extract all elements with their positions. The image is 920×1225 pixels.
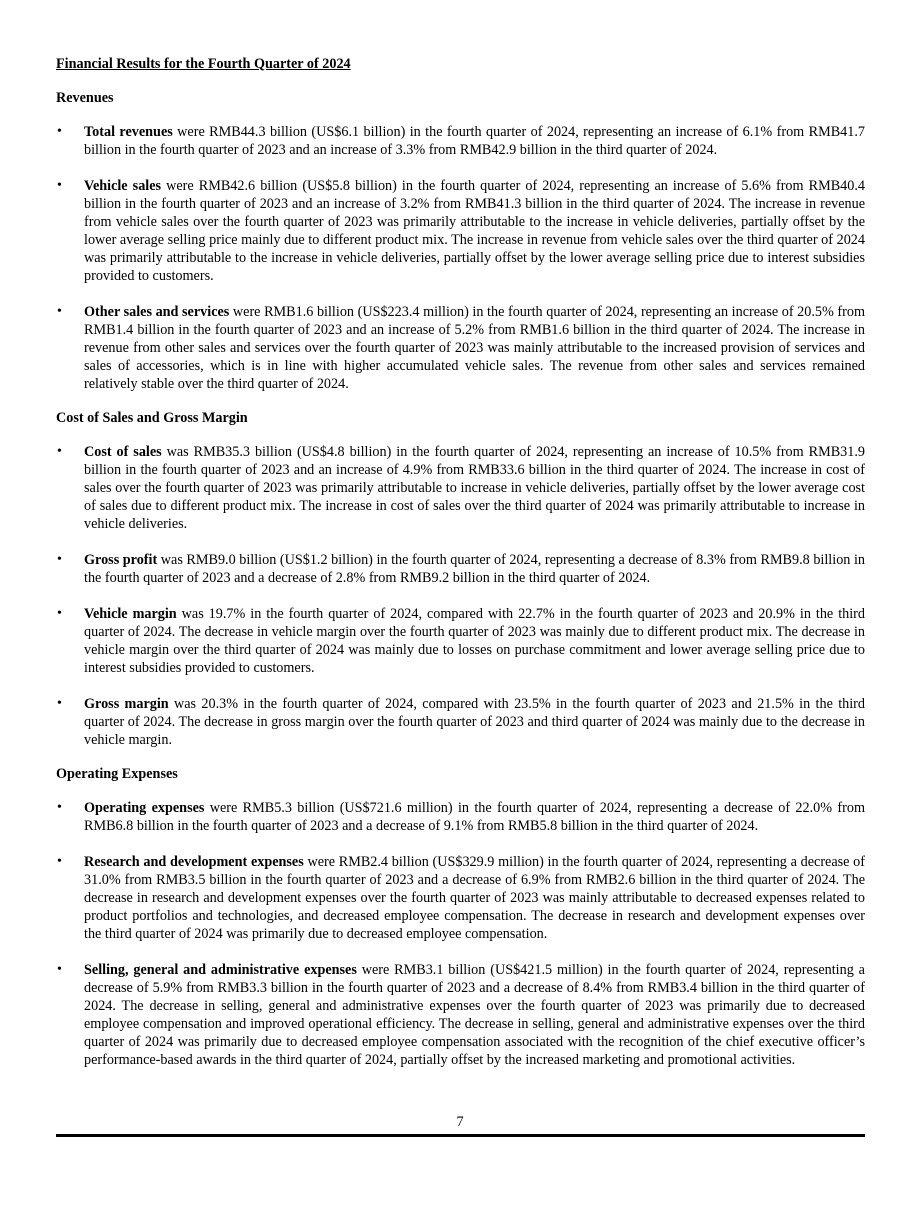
bullet-term: Operating expenses: [84, 800, 205, 816]
bullet-icon: •: [57, 854, 62, 869]
bullet-text: was RMB35.3 billion (US$4.8 billion) in the fourth quarter of 2024, representing an increase of 10.5% from RMB31.9 billion in the fourth quarter of 2023 and an increase of 4.9% from RMB33.6 billion in the third quarter of 2024. The increase in cost of sales over the fourth quarter of 2023 was primarily attributable to increase in vehicle deliveries, partially offset by the lower average cost of sales due to different product mix. The increase in cost of sales over the third quarter of 2024 was primarily attributable to increase in vehicle deliveries.: [84, 444, 865, 532]
bullet-text: were RMB42.6 billion (US$5.8 billion) in the fourth quarter of 2024, representing an increase of 5.6% from RMB40.4 billion in the fourth quarter of 2023 and an increase of 3.2% from RMB41.3 billion in the third quarter of 2024. The increase in revenue from vehicle sales over the fourth quarter of 2023 was primarily attributable to the increase in vehicle deliveries, partially offset by the lower average selling price mainly due to different product mix. The increase in revenue from vehicle sales over the third quarter of 2024 was primarily attributable to the increase in vehicle deliveries, partially offset by the lower average selling price due to interest subsidies provided to customers.: [84, 178, 866, 284]
bullet-text: were RMB2.4 billion (US$329.9 million) in the fourth quarter of 2024, representing a decrease of 31.0% from RMB3.5 billion in the fourth quarter of 2023 and a decrease of 6.9% from RMB2.6 billion in the third quarter of 2024. The decrease in research and development expenses over the fourth quarter of 2023 was mainly attributable to decreased expenses related to product portfolios and technologies, and decreased employee compensation. The decrease in research and development expenses over the third quarter of 2024 was primarily due to decreased employee compensation.: [84, 854, 865, 942]
list-item: [56, 799, 865, 835]
list-item: [56, 443, 865, 533]
footer-rule: [56, 1134, 865, 1137]
list-item: [56, 303, 865, 393]
list-item: [56, 961, 865, 1069]
bullet-term: Vehicle margin: [84, 606, 177, 622]
list-item: [56, 605, 865, 677]
bullet-icon: •: [57, 124, 62, 139]
bullet-term: Cost of sales: [84, 444, 162, 460]
bullet-term: Other sales and services: [84, 304, 230, 320]
bullet-text: was RMB9.0 billion (US$1.2 billion) in the fourth quarter of 2024, representing a decrease of 8.3% from RMB9.8 billion in the fourth quarter of 2023 and a decrease of 2.8% from RMB9.2 billion in the third quarter of 2024.: [84, 552, 865, 586]
bullet-text: was 19.7% in the fourth quarter of 2024, compared with 22.7% in the fourth quarter of 2023 and 20.9% in the third quarter of 2024. The decrease in vehicle margin over the fourth quarter of 2023 was mainly due to different product mix. The decrease in vehicle margin over the third quarter of 2024 was mainly due to losses on purchase commitment and lower average selling price due to interest subsidies provided to customers.: [84, 606, 865, 676]
bullet-text: were RMB3.1 billion (US$421.5 million) in the fourth quarter of 2024, representing a decrease of 5.9% from RMB3.3 billion in the fourth quarter of 2023 and a decrease of 8.4% from RMB3.4 billion in the third quarter of 2024. The decrease in selling, general and administrative expenses over the fourth quarter of 2023 was primarily due to decreased employee compensation and improved operational efficiency. The decrease in selling, general and administrative expenses over the third quarter of 2024 was primarily due to decreased employee compensation associated with the recognition of the chief executive officer’s performance-based awards in the third quarter of 2024, partially offset by the increased marketing and promotional activities.: [84, 962, 865, 1068]
section-heading-cost-of-sales: Cost of Sales and Gross Margin: [56, 410, 248, 426]
bullet-icon: •: [57, 800, 62, 815]
bullet-icon: •: [57, 178, 62, 193]
bullet-text: were RMB44.3 billion (US$6.1 billion) in the fourth quarter of 2024, representing an increase of 6.1% from RMB41.7 billion in the fourth quarter of 2023 and an increase of 3.3% from RMB42.9 billion in the third quarter of 2024.: [84, 124, 865, 158]
bullet-icon: •: [57, 552, 62, 567]
bullet-list-cost-of-sales: [56, 443, 865, 749]
bullet-list-revenues: [56, 123, 865, 393]
section-heading-revenues: Revenues: [56, 90, 114, 106]
bullet-list-operating-expenses: [56, 799, 865, 1069]
bullet-text: were RMB1.6 billion (US$223.4 million) in the fourth quarter of 2024, representing an increase of 20.5% from RMB1.4 billion in the fourth quarter of 2023 and an increase of 5.2% from RMB1.6 billion in the third quarter of 2024. The increase in revenue from other sales and services over the fourth quarter of 2023 was mainly attributable to the increased provision of services and sales of accessories, which is in line with higher accumulated vehicle sales. The revenue from other sales and services remained relatively stable over the third quarter of 2024.: [84, 304, 865, 392]
list-item: [56, 551, 865, 587]
bullet-icon: •: [57, 962, 62, 977]
bullet-icon: •: [57, 696, 62, 711]
bullet-term: Gross margin: [84, 696, 169, 712]
list-item: [56, 853, 865, 943]
bullet-term: Total revenues: [84, 124, 173, 140]
list-item: [56, 695, 865, 749]
bullet-text: was 20.3% in the fourth quarter of 2024, compared with 23.5% in the fourth quarter of 2023 and 21.5% in the third quarter of 2024. The decrease in gross margin over the fourth quarter of 2023 and third quarter of 2024 was mainly due to the decrease in vehicle margin.: [84, 696, 865, 748]
bullet-text: were RMB5.3 billion (US$721.6 million) in the fourth quarter of 2024, representing a decrease of 22.0% from RMB6.8 billion in the fourth quarter of 2023 and a decrease of 9.1% from RMB5.8 billion in the third quarter of 2024.: [84, 800, 865, 834]
bullet-term: Research and development expenses: [84, 854, 304, 870]
document-page: [56, 55, 865, 1085]
bullet-icon: •: [57, 444, 62, 459]
section-heading-operating-expenses: Operating Expenses: [56, 766, 178, 782]
list-item: [56, 123, 865, 159]
list-item: [56, 177, 865, 285]
document-title: Financial Results for the Fourth Quarter of 2024: [56, 56, 351, 72]
bullet-icon: •: [57, 606, 62, 621]
bullet-term: Gross profit: [84, 552, 158, 568]
bullet-term: Selling, general and administrative expenses: [84, 962, 357, 978]
bullet-term: Vehicle sales: [84, 178, 162, 194]
page-number: 7: [456, 1114, 464, 1130]
bullet-icon: •: [57, 304, 62, 319]
